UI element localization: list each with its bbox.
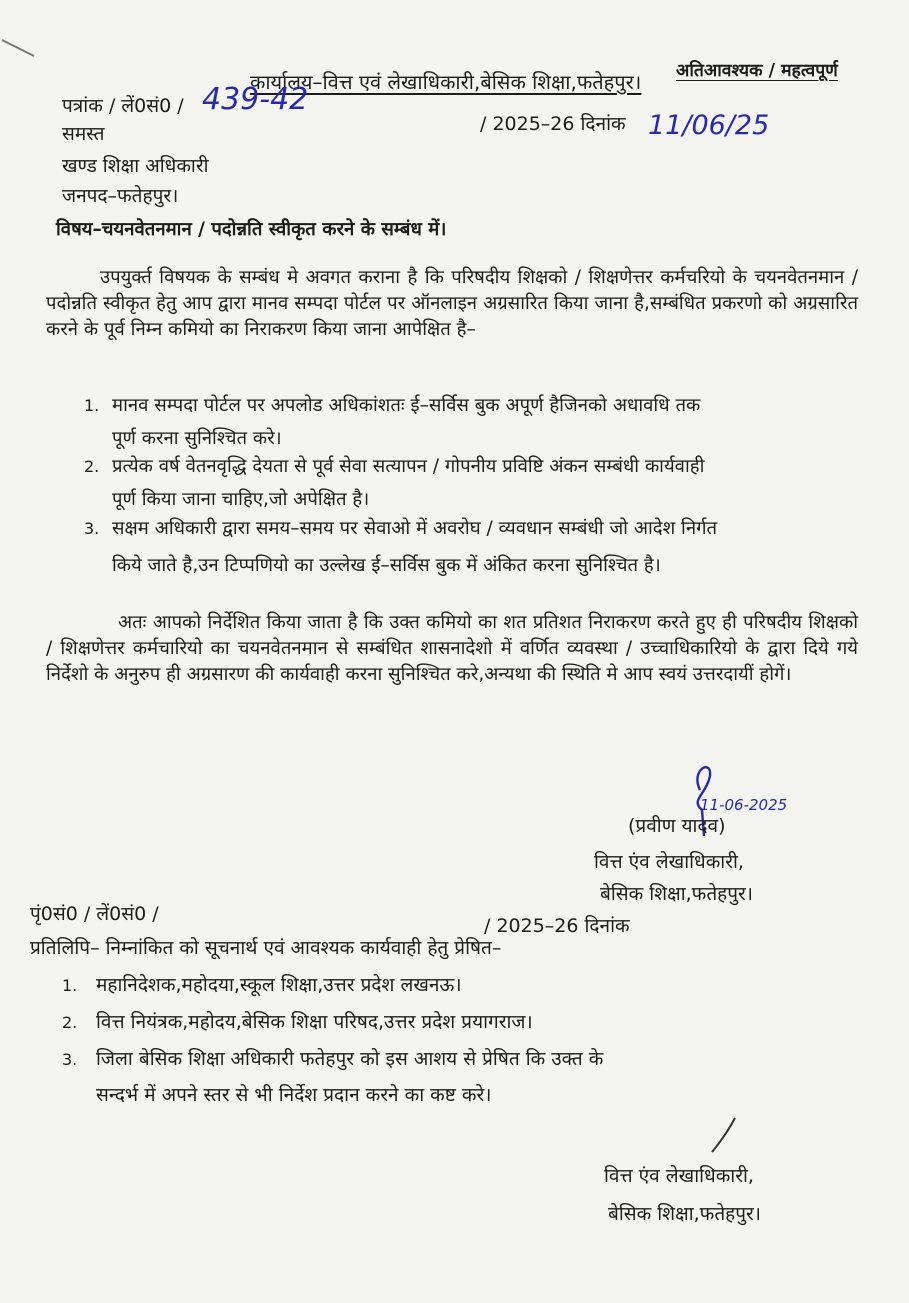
- addressee-line3: जनपद–फतेहपुर।: [62, 185, 179, 207]
- date-handwritten: 11/06/25: [648, 110, 770, 141]
- reference-number-handwritten: 439-42: [202, 82, 309, 117]
- point-3-line2: किये जाते है,उन टिप्पणियो का उल्लेख ई–सर्विस बुक में अंकित करना सुनिश्चित है।: [112, 555, 661, 576]
- signature-handwritten-date: 11-06-2025: [700, 796, 788, 814]
- signatory2-title2: बेसिक शिक्षा,फतेहपुर।: [608, 1203, 762, 1225]
- copy-item-2-line1: वित्त नियंत्रक,महोदय,बेसिक शिक्षा परिषद,उत्तर प्रदेश प्रयागराज।: [96, 1011, 533, 1033]
- addressee-line2: खण्ड शिक्षा अधिकारी: [62, 155, 209, 177]
- addressee-line1: समस्त: [62, 123, 105, 145]
- point-1-number: 1.: [84, 396, 100, 415]
- copy-item-3-number: 3.: [62, 1050, 78, 1069]
- corner-pen-mark: [2, 40, 34, 56]
- copy-item-1-line1: महानिदेशक,महोदया,स्कूल शिक्षा,उत्तर प्रदेश लखनऊ।: [96, 974, 462, 996]
- copy-item-1-number: 1.: [62, 976, 78, 995]
- signatory-title2: बेसिक शिक्षा,फतेहपुर।: [600, 883, 754, 905]
- point-3-number: 3.: [84, 519, 100, 538]
- subject-line: विषय–चयनवेतनमान / पदोन्नति स्वीकृत करने के सम्बंध में।: [56, 219, 447, 240]
- copy-reference-label: पृं0सं0 / लें0सं0 /: [30, 903, 159, 925]
- point-1-line1: मानव सम्पदा पोर्टल पर अपलोड अधिकांशतः ई–सर्विस बुक अपूर्ण हैजिनको अधावधि तक: [112, 395, 701, 416]
- point-2-line2: पूर्ण किया जाना चाहिए,जो अपेक्षित है।: [112, 489, 370, 510]
- direction-paragraph: अतः आपको निर्देशित किया जाता है कि उक्त कमियो का शत प्रतिशत निराकरण करते हुए ही परिषदीय शिक्षको / शिक्षणेत्तर कर्मचारियो का चयनवेतनमान से सम्बंधित शासनादेशो में वर्णित व्यवस्था / उच्चाधिकारियो के द्वारा दिये गये निर्देशो के अनुरुप ही अग्रसारण की कार्यवाही करना सुनिश्चित करे,अन्यथा की स्थिति मे आप स्वयं उत्तरदायीं होगें।: [46, 612, 858, 685]
- copy-year-date-label: / 2025–26 दिनांक: [484, 915, 630, 937]
- copy-item-2-number: 2.: [62, 1013, 78, 1032]
- reference-label: पत्रांक / लें0सं0 /: [62, 95, 184, 117]
- point-2-number: 2.: [84, 457, 100, 476]
- signatory2-title1: वित्त एंव लेखाधिकारी,: [604, 1165, 754, 1187]
- point-1-line2: पूर्ण करना सुनिश्चित करे।: [112, 428, 282, 449]
- point-2-line1: प्रत्येक वर्ष वेतनवृद्धि देयता से पूर्व सेवा सत्यापन / गोपनीय प्रविष्टि अंकन सम्बंधी कार्यवाही: [112, 456, 705, 477]
- copy-item-3-line1: जिला बेसिक शिक्षा अधिकारी फतेहपुर को इस आशय से प्रेषित कि उक्त के: [96, 1048, 604, 1070]
- copy-intro: प्रतिलिपि– निम्नांकित को सूचनार्थ एवं आवश्यक कार्यवाही हेतु प्रेषित–: [30, 937, 502, 959]
- signatory-title1: वित्त एंव लेखाधिकारी,: [594, 851, 744, 873]
- intro-paragraph: उपयुर्क्त विषयक के सम्बंध मे अवगत कराना है कि परिषदीय शिक्षको / शिक्षणेत्तर कर्मचरियो के चयनवेतनमान / पदोन्नति स्वीकृत हेतु आप द्वारा मानव सम्पदा पोर्टल पर ऑनलाइन अग्रसारित किया जाना है,सम्बंधित प्रकरणो को अग्रसारित करने के पूर्व निम्न कमियो का निराकरण किया जाना आपेक्षित है–: [46, 267, 858, 340]
- point-3-line1: सक्षम अधिकारी द्वारा समय–समय पर सेवाओ में अवरोघ / व्यवधान सम्बंधी जो आदेश निर्गत: [112, 518, 718, 539]
- year-date-label: / 2025–26 दिनांक: [480, 113, 626, 135]
- signature-stroke-2: [712, 1118, 735, 1152]
- signatory-name: (प्रवीण यादव): [628, 815, 726, 837]
- copy-item-3-line2: सन्दर्भ में अपने स्तर से भी निर्देश प्रदान करने का कष्ट करे।: [96, 1084, 492, 1106]
- priority-label: अतिआवश्यक / महत्वपूर्ण: [676, 61, 838, 81]
- office-title: कार्यालय–वित्त एवं लेखाधिकारी,बेसिक शिक्षा,फतेहपुर।: [250, 70, 642, 94]
